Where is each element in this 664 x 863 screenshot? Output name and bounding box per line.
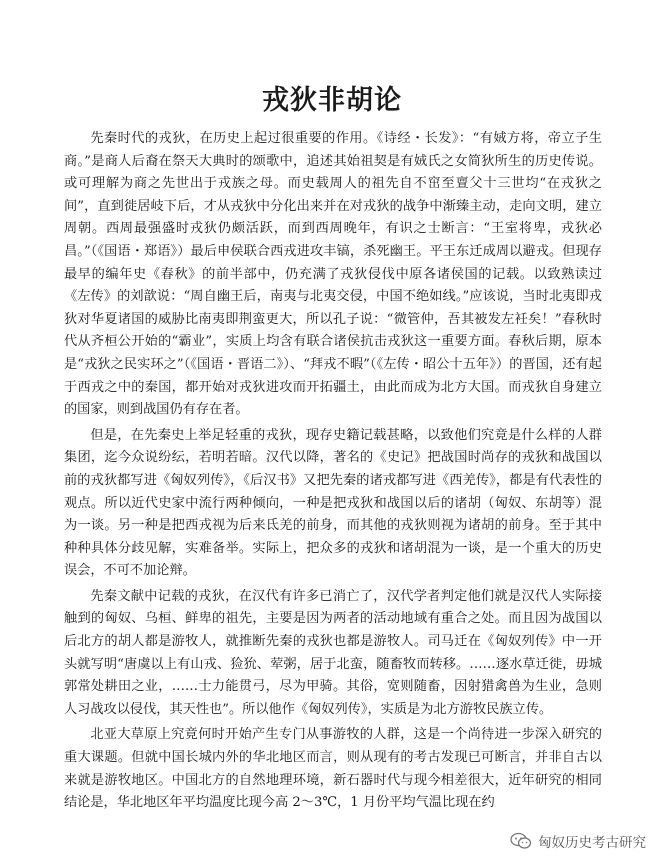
watermark <box>506 829 650 853</box>
wechat-icon <box>510 832 532 850</box>
paragraph-1: 先秦时代的戎狄，在历史上起过很重要的作用。《诗经・长发》：“有娀方将，帝立子生商。”是商人后裔在祭天大典时的颂歌中，追述其始祖契是有娀氏之女简狄所生的历史传说。或可理解为商之先世出于戎族之母。而史载周人的祖先自不窋至亶父十三世均“在戎狄之间”，直到徙居岐下后，才从戎狄中分化出来并在对戎狄的战争中渐臻主动，走向文明，建立周朝。西周最强盛时戎狄仍颇活跃，而到西周晚年，有识之士断言：“王室将卑，戎狄必昌。”（《国语・郑语》）最后申侯联合西戎进攻丰镐，杀死幽王。平王东迁成周以避戎。但现存最早的编年史《春秋》的前半部中，仍充满了戎狄侵伐中原各诸侯国的记载。以致熟读过《左传》的刘歆说：“周自幽王后，南夷与北夷交侵，中国不绝如线。”应该说，当时北夷即戎狄对华夏诸国的威胁比南夷即荆蛮更大，所以孔子说：“微管仲，吾其被发左衽矣！”春秋时代从齐桓公开始的“霸业”，实质上均含有联合诸侯抗击戎狄这一重要方面。春秋后期，原本是“戎狄之民实环之”（《国语・晋语二》）、“拜戎不暇”（《左传・昭公十五年》）的晋国，还有起于西戎之中的秦国，都开始对戎狄进攻而开拓疆土，由此而成为北方大国。而戎狄自身建立的国家，则到战国仍有存在者。 <box>64 131 602 418</box>
article-body <box>64 128 602 818</box>
paragraph-2: 但是，在先秦史上举足轻重的戎狄，现存史籍记载甚略，以致他们究竟是什么样的人群集团，迄今众说纷纭，若明若暗。汉代以降，著名的《史记》把战国时尚存的戎狄和战国以前的戎狄都写进《匈奴列传》，《后汉书》又把先秦的诸戎都写进《西羌传》，都是有代表性的观点。所以近代史家中流行两种倾向，一种是把戎狄和战国以后的诸胡（匈奴、东胡等）混为一谈。另一种是把西戎视为后来氐羌的前身，而其他的戎狄则视为诸胡的前身。至于其中种种具体分歧见解，实难备举。实际上，把众多的戎狄和诸胡混为一谈，是一个重大的历史误会，不可不加论辩。 <box>64 427 602 579</box>
paragraph-4: 北亚大草原上究竟何时开始产生专门从事游牧的人群，这是一个尚待进一步深入研究的重大课题。但就中国长城内外的华北地区而言，则从现有的考古发现已可断言，并非自古以来就是游牧地区。中国北方的自然地理环境，新石器时代与现今相差很大，近年研究的相同结论是，华北地区年平均温度比现今高 2～3℃，1 月份平均气温比现在约 <box>64 727 602 811</box>
watermark-text: 匈奴历史考古研究 <box>538 835 646 851</box>
paragraph-3: 先秦文献中记载的戎狄，在汉代有许多已消亡了，汉代学者判定他们就是汉代人实际接触到的匈奴、乌桓、鲜卑的祖先，主要是因为两者的活动地域有重合之处。而且因为战国以后北方的胡人都是游牧人，就推断先秦的戎狄也都是游牧人。司马迁在《匈奴列传》中一开头就写明“唐虞以上有山戎、猃狁、荤粥，居于北蛮，随畜牧而转移。……逐水草迁徙，毋城郭常处耕田之业，……士力能贯弓，尽为甲骑。其俗，宽则随畜，因射猎禽兽为生业，急则人习战攻以侵伐，其天性也”。所以他作《匈奴列传》，实质是为北方游牧民族立传。 <box>64 588 602 717</box>
article-title: 戎狄非胡论 <box>262 85 402 116</box>
